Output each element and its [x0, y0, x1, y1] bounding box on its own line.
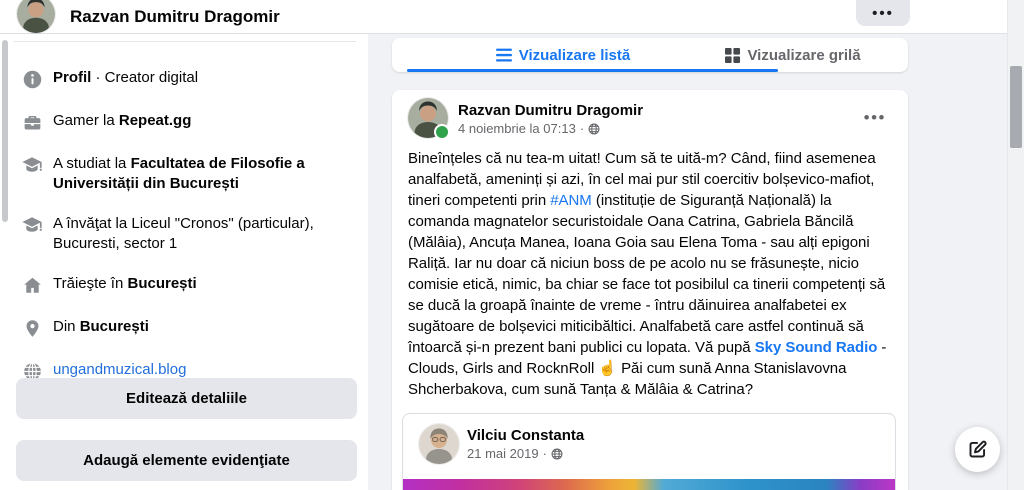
text-segment: Trăieşte în	[53, 275, 128, 292]
text-segment: Bineînțeles că nu tea-m uitat! Cum să te uită-m? Când, fiind asemenea analfabetă, ameninți și azi, în cel mai pur stil coercitiv bolșevico-mafiot, tineri competenti prin	[408, 150, 876, 209]
separator-dot: ·	[542, 446, 547, 461]
tab-grid-view[interactable]	[678, 38, 908, 72]
graduation-cap-icon	[20, 153, 44, 177]
briefcase-icon	[20, 110, 44, 134]
more-icon: •••	[863, 108, 886, 127]
intro-item-text	[53, 68, 198, 88]
shared-post-image[interactable]	[403, 479, 895, 490]
text-segment: București	[127, 275, 197, 292]
shared-post-card[interactable]	[402, 413, 896, 490]
intro-item-studied	[0, 144, 368, 204]
shared-author-name[interactable]: Vilciu Constanta	[467, 427, 585, 444]
post-more-options-button[interactable]	[858, 110, 892, 127]
hashtag-link[interactable]: #ANM	[550, 192, 592, 209]
profile-name[interactable]: Razvan Dumitru Dragomir	[70, 6, 280, 26]
post-header	[408, 98, 892, 138]
intro-item-text	[53, 111, 191, 131]
shared-header-text	[467, 424, 584, 464]
add-featured-button[interactable]: Adaugă elemente evidenţiate	[16, 440, 357, 481]
profile-header-bar	[0, 0, 1008, 34]
compose-button[interactable]	[955, 427, 1000, 472]
page-scrollbar[interactable]	[1007, 0, 1024, 490]
intro-item-from	[0, 307, 368, 350]
page-scrollbar-thumb[interactable]	[1010, 66, 1022, 148]
intro-item-text	[53, 274, 197, 294]
separator-dot: ·	[579, 121, 585, 136]
text-segment: Repeat.gg	[118, 112, 192, 129]
intro-item-profil	[0, 58, 368, 101]
home-icon	[20, 273, 44, 297]
text-segment: · Creator digital	[91, 69, 199, 86]
avatar-image	[17, 0, 55, 33]
globe-privacy-icon	[551, 448, 563, 460]
pointing-up-emoji: ☝	[598, 360, 617, 377]
online-status-dot	[434, 124, 450, 140]
avatar-image	[419, 424, 459, 464]
profile-avatar[interactable]	[17, 0, 55, 33]
text-segment: A studiat la	[53, 155, 131, 172]
intro-item-text	[53, 214, 342, 254]
post-card	[392, 90, 908, 490]
compose-icon	[967, 439, 988, 460]
intro-item-text	[53, 360, 186, 380]
post-text	[408, 148, 893, 400]
text-segment: - Clouds, Girls and RocknRoll	[408, 339, 887, 377]
edit-details-button[interactable]: Editează detaliile	[16, 378, 357, 419]
post-header-text	[458, 98, 643, 138]
profile-more-options-button[interactable]	[856, 0, 910, 26]
post-timestamp[interactable]	[458, 120, 643, 137]
graduation-cap-icon	[20, 213, 44, 237]
text-segment: (instituție de Siguranță Națională) la comanda magnatelor securistoidale Oana Catrina, Gabriela Băncilă (Mălâia), Ancuța Manea, Ioana Goia sau Elena Toma - sau alți epigoni Raliță. Iar nu doar că niciun boss de pe acolo nu se frăsunește, nicio comisie etică, nimic, ba chiar se face tot posibilul ca tinerii competenți să se ducă la groapă înainte de vreme - întru dăinuirea analfabetei ex sugătoare de bolșevici miticibăltici. Analfabetă care astfel continuă să întoarcă și-n prezent bani publici cu lopata. Vă pupă	[408, 192, 886, 356]
link[interactable]: ungandmuzical.blog	[53, 361, 187, 378]
intro-list	[0, 58, 368, 393]
shared-timestamp	[467, 445, 584, 462]
sidebar-divider	[14, 41, 356, 42]
shared-time-text: 21 mai 2019	[467, 446, 539, 461]
intro-sidebar	[0, 34, 368, 490]
text-segment: A învăţat la Liceul "Cronos" (particular), Bucuresti, sector 1	[53, 215, 314, 252]
tab-list-label: Vizualizare listă	[518, 46, 631, 64]
shared-author-avatar[interactable]	[419, 424, 459, 464]
intro-item-text	[53, 154, 342, 194]
intro-item-lives	[0, 264, 368, 307]
active-tab-indicator	[407, 69, 778, 72]
intro-item-school	[0, 204, 368, 264]
post-time-text: 4 noiembrie la 07:13	[458, 121, 576, 136]
pin-icon	[20, 316, 44, 340]
more-icon: •••	[872, 5, 894, 22]
grid-view-icon	[725, 48, 740, 63]
text-segment: Profil	[53, 69, 92, 86]
intro-item-text	[53, 317, 149, 337]
text-segment: București	[79, 318, 149, 335]
text-segment: Din	[53, 318, 80, 335]
list-view-icon	[496, 48, 512, 62]
tab-grid-label: Vizualizare grilă	[747, 46, 861, 64]
posts-view-tabs	[392, 38, 908, 72]
post-author-name[interactable]: Razvan Dumitru Dragomir	[458, 102, 644, 119]
page-link[interactable]: Sky Sound Radio	[754, 339, 878, 356]
text-segment: Gamer la	[53, 112, 119, 129]
post-author-avatar[interactable]	[408, 98, 448, 138]
text-segment: Păi cum sună Anna Stanislavovna Shcherbakova, cum sună Tanța & Mălâia & Catrina?	[408, 360, 847, 398]
tab-list-view[interactable]	[392, 38, 678, 72]
text-segment: Facultatea de Filosofie a Universității din București	[53, 155, 305, 192]
globe-privacy-icon	[588, 123, 600, 135]
intro-item-work	[0, 101, 368, 144]
shared-post-header	[419, 424, 584, 464]
info-icon	[20, 67, 44, 91]
